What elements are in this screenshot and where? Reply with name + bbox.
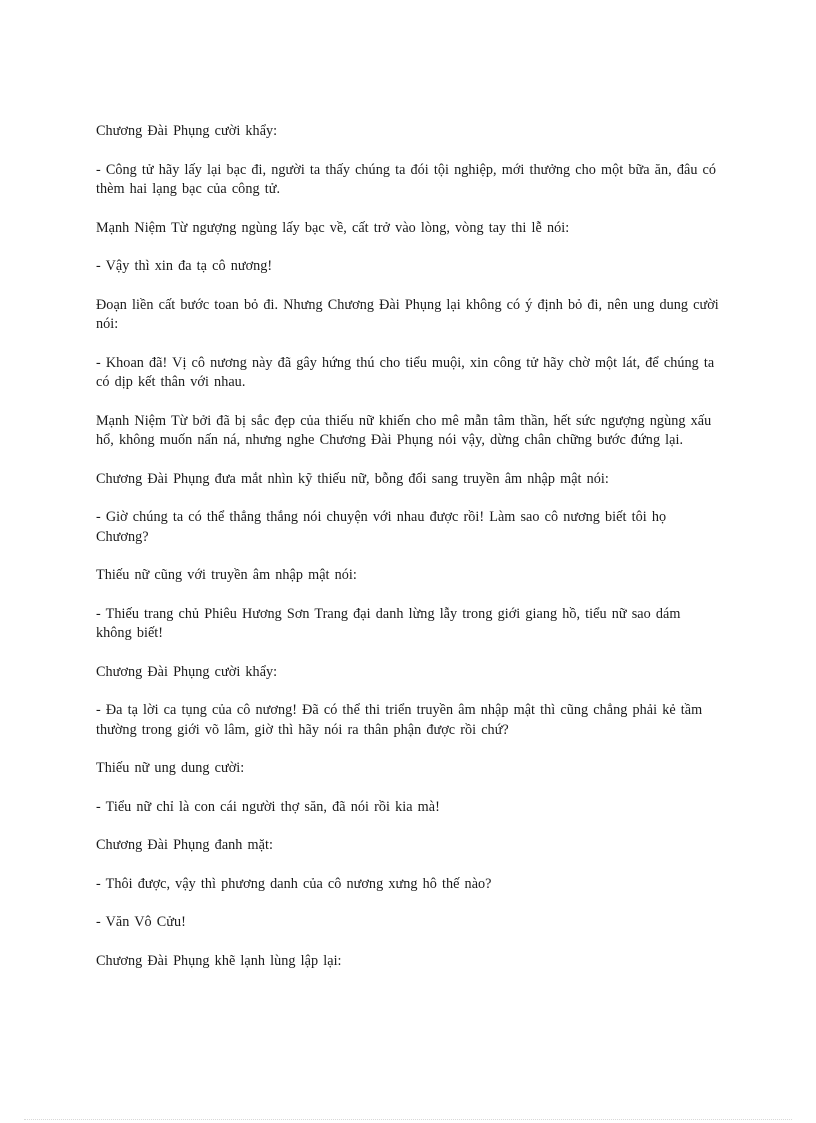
paragraph: Chương Đài Phụng đanh mặt: <box>96 837 273 853</box>
paragraph: Mạnh Niệm Từ ngượng ngùng lấy bạc về, cất trở vào lòng, vòng tay thi lễ nói: <box>96 219 570 236</box>
paragraph: Đoạn liền cất bước toan bỏ đi. Nhưng Chương Đài Phụng lại không có ý định bỏ đi, nên ung dung cười nói: <box>96 296 719 332</box>
paragraph: - Thiếu trang chủ Phiêu Hương Sơn Trang đại danh lừng lẫy trong giới giang hồ, tiểu nữ sao dám không biết! <box>96 605 681 641</box>
paragraph: Chương Đài Phụng cười khẩy: <box>96 123 278 139</box>
paragraph: Chương Đài Phụng khẽ lạnh lùng lập lại: <box>96 952 342 969</box>
paragraph: - Khoan đã! Vị cô nương này đã gây hứng thú cho tiểu muội, xin công tử hãy chờ một lát, để chúng ta có dịp kết thân với nhau. <box>96 354 715 390</box>
paragraph: - Tiểu nữ chỉ là con cái người thợ săn, đã nói rồi kia mà! <box>96 798 440 815</box>
paragraph: Chương Đài Phụng cười khẩy: <box>96 663 278 680</box>
paragraph: Mạnh Niệm Từ bởi đã bị sắc đẹp của thiếu nữ khiến cho mê mẫn tâm thần, hết sức ngượng ngùng xấu hổ, không muốn nấn ná, nhưng nghe Chương Đài Phụng nói vậy, dừng chân chững bước đứng lại. <box>96 412 712 448</box>
paragraph: Thiếu nữ cũng với truyền âm nhập mật nói: <box>96 567 357 583</box>
paragraph: - Văn Vô Cửu! <box>96 914 186 930</box>
paragraph: - Đa tạ lời ca tụng của cô nương! Đã có thể thi triển truyền âm nhập mật thì cũng chẳng phải kẻ tầm thường trong giới võ lâm, giờ thì hãy nói ra thân phận được rồi chứ? <box>96 702 703 738</box>
page-bottom-divider <box>24 1119 792 1120</box>
document-page <box>96 122 721 990</box>
paragraph: - Vậy thì xin đa tạ cô nương! <box>96 258 273 274</box>
paragraph: - Công tử hãy lấy lại bạc đi, người ta thấy chúng ta đói tội nghiệp, mới thưởng cho một bữa ăn, đâu có thèm hai lạng bạc của công tử. <box>96 161 717 197</box>
paragraph: Chương Đài Phụng đưa mắt nhìn kỹ thiếu nữ, bỗng đổi sang truyền âm nhập mật nói: <box>96 470 609 487</box>
paragraph: - Thôi được, vậy thì phương danh của cô nương xưng hô thế nào? <box>96 875 492 892</box>
paragraph: Thiếu nữ ung dung cười: <box>96 760 245 776</box>
paragraph: - Giờ chúng ta có thể thẳng thắng nói chuyện với nhau được rồi! Làm sao cô nương biết tôi họ Chương? <box>96 509 667 545</box>
